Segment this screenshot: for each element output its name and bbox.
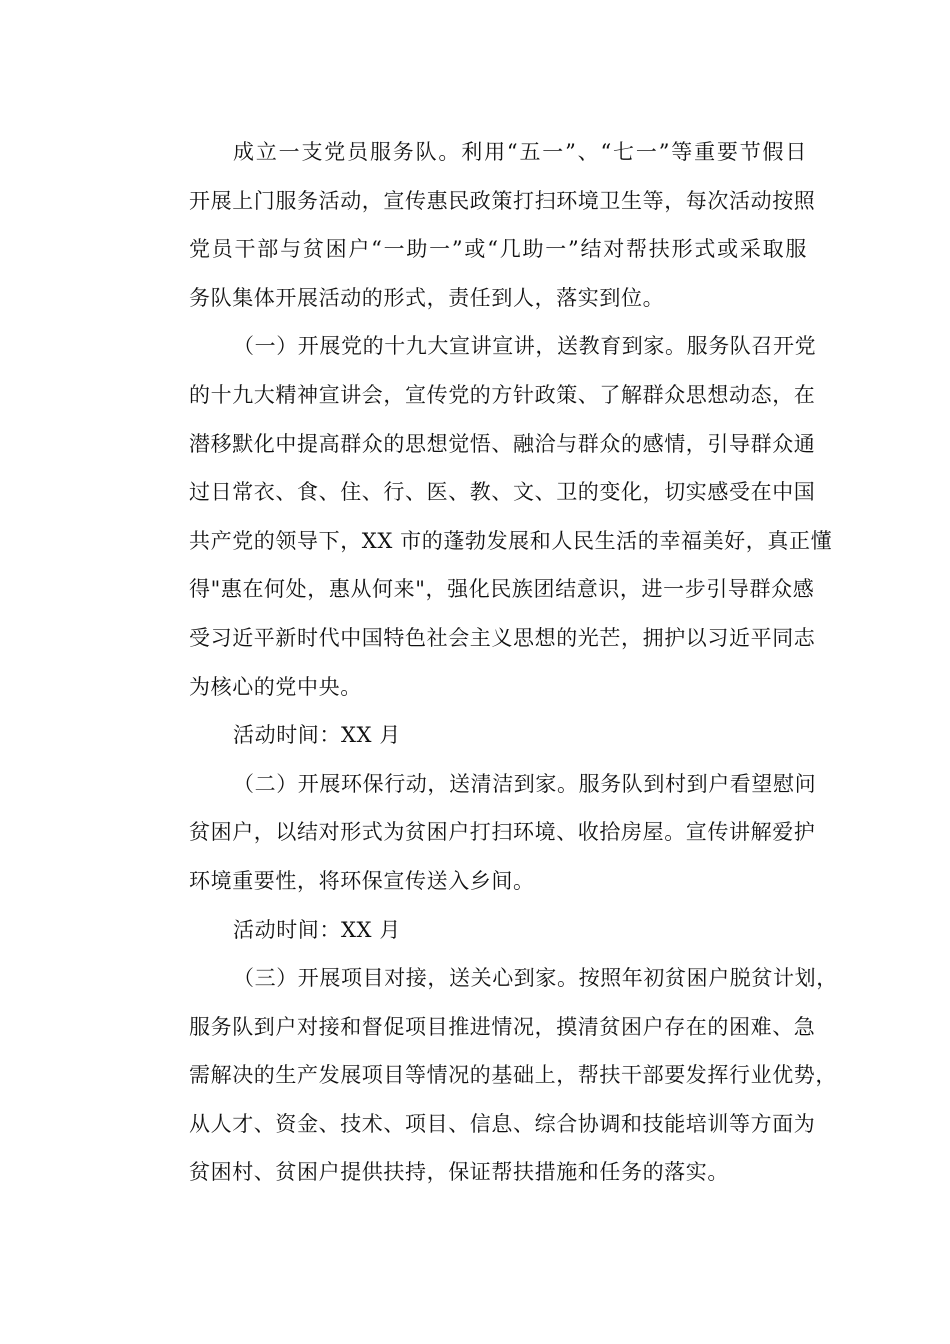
text-line: 务队集体开展活动的形式，责任到人，落实到位。 [189,285,665,310]
paragraph-activity-time-two [145,906,807,955]
paragraph-section-two [145,760,817,906]
text-line: 需解决的生产发展项目等情况的基础上，帮扶干部要发挥行业优势， [189,1063,837,1088]
text-line: 共产党的领导下，XX 市的蓬勃发展和人民生活的幸福美好，真正懂 [189,528,833,553]
text-line: 的十九大精神宣讲会，宣传党的方针政策、了解群众思想动态，在 [189,382,816,407]
paragraph-section-three [145,954,838,1197]
text-line: 活动时间：XX 月 [233,723,401,748]
text-line: 过日常衣、食、住、行、医、教、文、卫的变化，切实感受在中国 [189,480,816,505]
text-line: （二）开展环保行动，送清洁到家。服务队到村到户看望慰问 [233,771,817,796]
text-line: 服务队到户对接和督促项目推进情况，摸清贫困户存在的困难、急 [189,1014,816,1039]
text-line: 成立一支党员服务队。利用“五一”、“七一”等重要节假日 [233,140,807,164]
text-line: 贫困户，以结对形式为贫困户打扫环境、收拾房屋。宣传讲解爱护 [189,820,816,845]
text-line: 得"惠在何处，惠从何来"，强化民族团结意识，进一步引导群众感 [189,577,815,602]
text-line: （一）开展党的十九大宣讲宣讲，送教育到家。服务队召开党 [233,334,817,359]
text-line: 为核心的党中央。 [189,674,362,699]
text-line: （三）开展项目对接，送关心到家。按照年初贫困户脱贫计划， [233,966,838,991]
text-line: 党员干部与贫困户“一助一”或“几助一”结对帮扶形式或采取服 [189,237,807,262]
text-line: 受习近平新时代中国特色社会主义思想的光芒，拥护以习近平同志 [189,625,816,650]
text-line: 潜移默化中提高群众的思想觉悟、融洽与群众的感情，引导群众通 [189,431,816,456]
text-line: 从人才、资金、技术、项目、信息、综合协调和技能培训等方面为 [189,1111,816,1136]
paragraph-section-one [145,322,833,711]
text-line: 开展上门服务活动，宣传惠民政策打扫环境卫生等，每次活动按照 [189,188,816,213]
paragraph-activity-time-one [145,711,807,760]
text-line: 活动时间：XX 月 [233,917,401,942]
paragraph-party-service-team [145,128,816,322]
document-page [145,128,838,1197]
text-line: 环境重要性，将环保宣传送入乡间。 [189,868,535,893]
text-line: 贫困村、贫困户提供扶持，保证帮扶措施和任务的落实。 [189,1160,729,1185]
